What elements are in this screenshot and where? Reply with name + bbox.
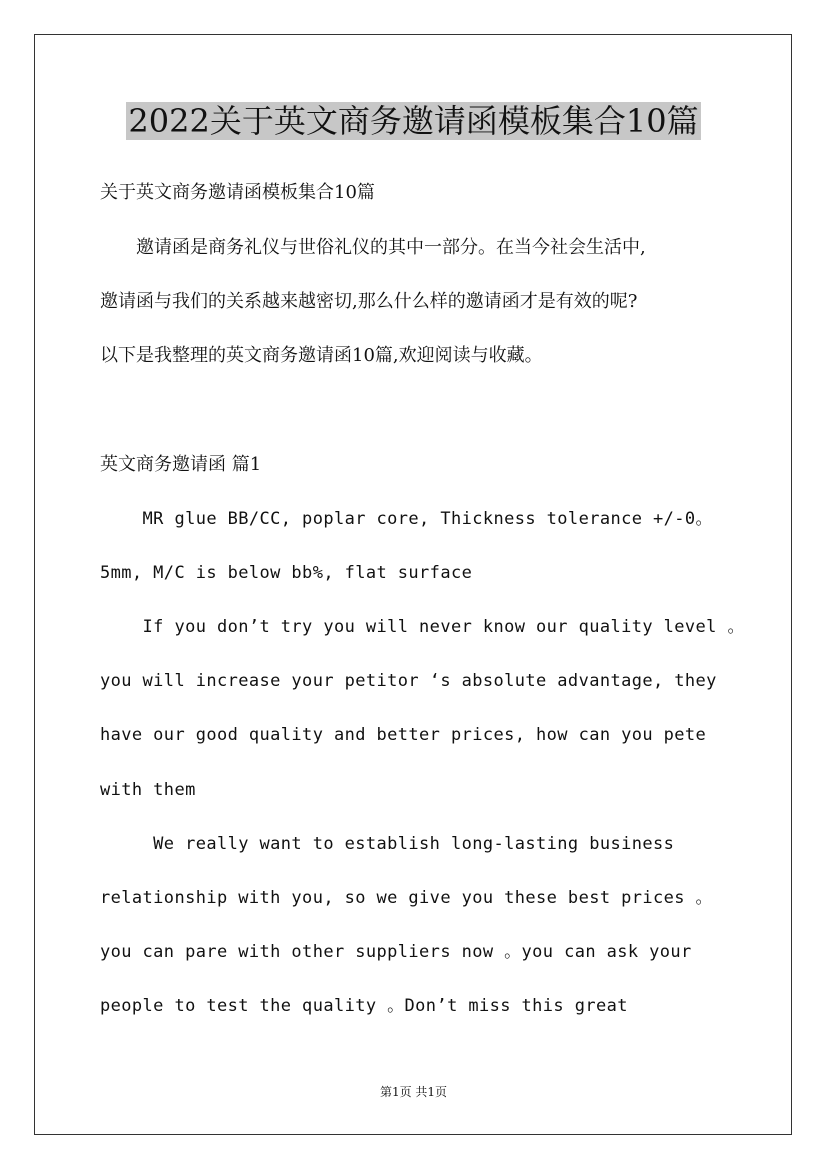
page-footer: 第1页 共1页 (379, 1085, 448, 1099)
document-title: 2022关于英文商务邀请函模板集合10篇 (128, 102, 699, 140)
body-line: MR glue BB/CC, poplar core, Thickness tolerance +/-0。 (100, 509, 713, 529)
body-line: you will increase your petitor ‘s absolute advantage, they (100, 671, 717, 691)
body-line: We really want to establish long-lasting business (100, 834, 675, 854)
intro-line: 邀请函与我们的关系越来越密切,那么什么样的邀请函才是有效的呢? (100, 291, 638, 312)
section-heading: 英文商务邀请函 篇1 (100, 454, 262, 475)
body-line: you can pare with other suppliers now 。you can ask your (100, 942, 692, 962)
body-line: If you don’t try you will never know our quality level 。 (100, 617, 745, 637)
body-line: 5mm, M/C is below bb%, flat surface (100, 563, 473, 583)
body-line: have our good quality and better prices, how can you pete (100, 725, 707, 745)
intro-line: 邀请函是商务礼仪与世俗礼仪的其中一部分。在当今社会生活中, (100, 237, 646, 258)
document-subtitle: 关于英文商务邀请函模板集合10篇 (100, 182, 375, 203)
body-line: with them (100, 780, 196, 800)
body-line: relationship with you, so we give you these best prices 。 (100, 888, 713, 908)
body-line: people to test the quality 。Don’t miss this great (100, 996, 628, 1016)
intro-line: 以下是我整理的英文商务邀请函10篇,欢迎阅读与收藏。 (100, 345, 543, 366)
